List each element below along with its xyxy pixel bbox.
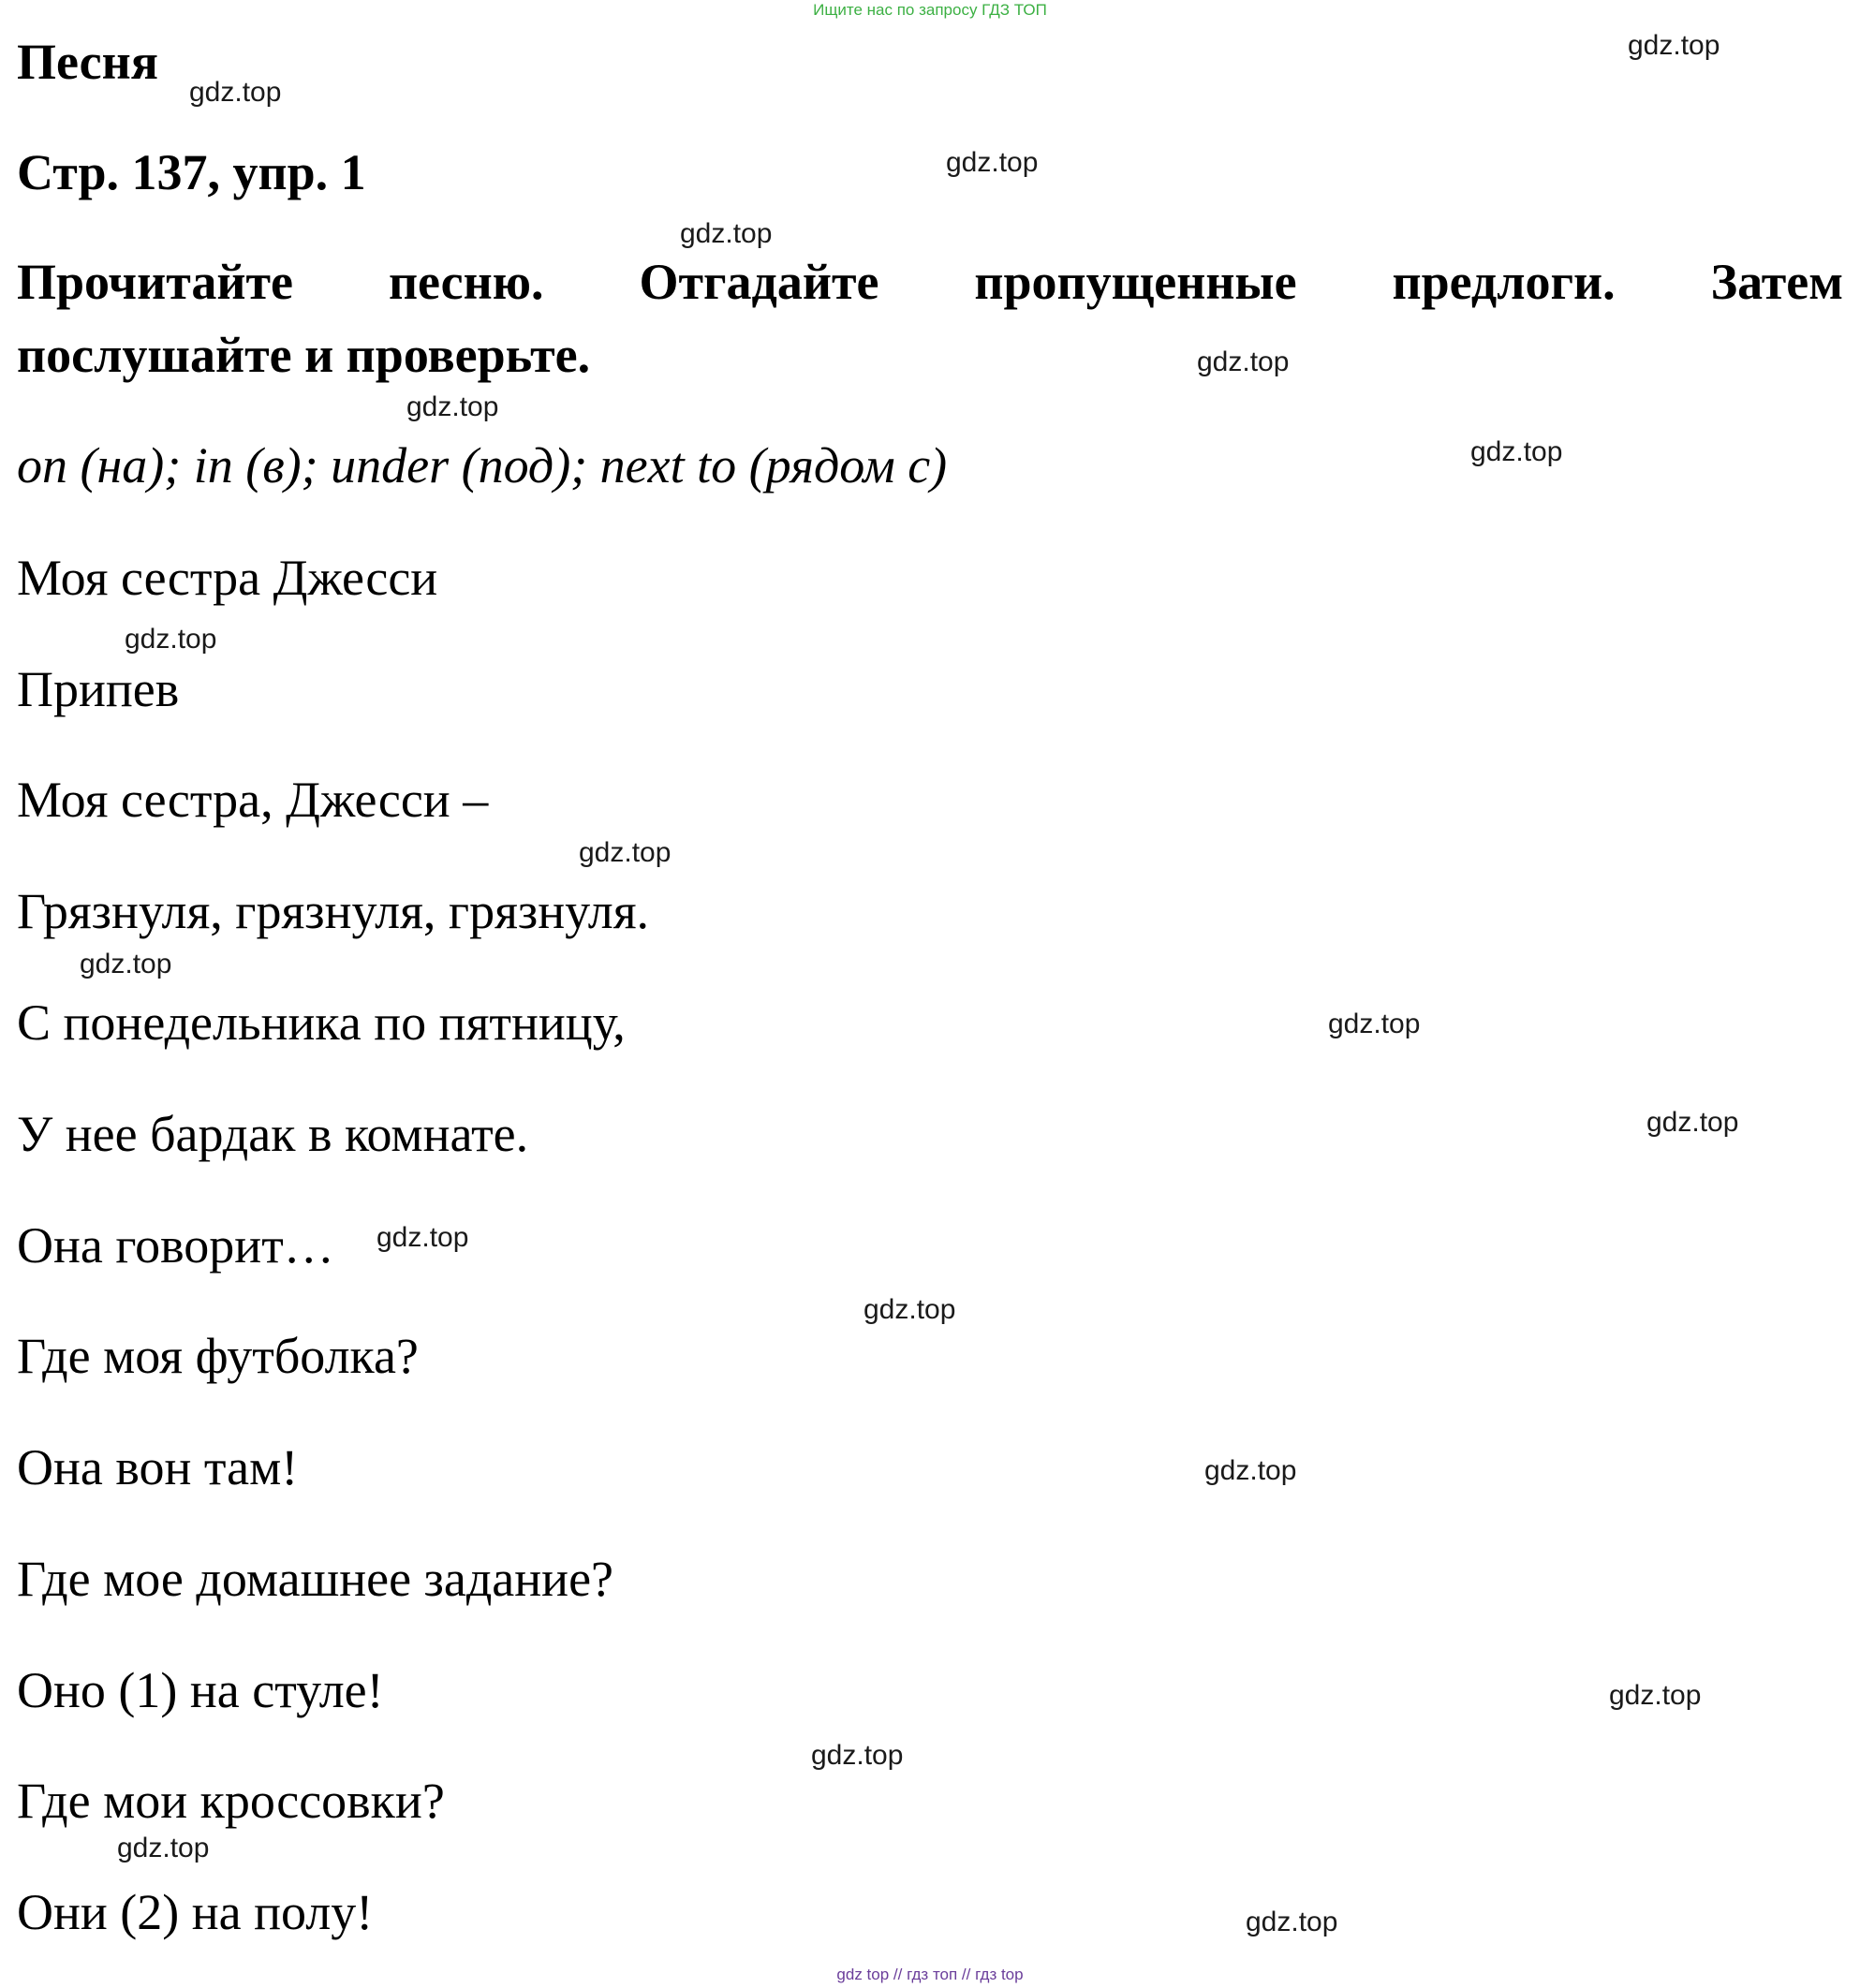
watermark: gdz.top bbox=[1328, 1009, 1421, 1039]
watermark: gdz.top bbox=[811, 1740, 904, 1771]
watermark: gdz.top bbox=[680, 218, 773, 249]
watermark: gdz.top bbox=[80, 949, 172, 979]
song-line: Грязнуля, грязнуля, грязнуля. bbox=[17, 883, 650, 939]
instruction-line-2: послушайте и проверьте. bbox=[17, 327, 591, 383]
song-line: У нее бардак в комнате. bbox=[17, 1106, 529, 1162]
watermark: gdz.top bbox=[946, 147, 1039, 178]
song-line: С понедельника по пятницу, bbox=[17, 994, 626, 1051]
song-line: Она вон там! bbox=[17, 1439, 299, 1495]
watermark: gdz.top bbox=[406, 391, 499, 422]
watermark: gdz.top bbox=[125, 624, 217, 655]
instruction-word: пропущенные bbox=[974, 254, 1297, 310]
watermark: gdz.top bbox=[1204, 1455, 1297, 1486]
song-line: Моя сестра Джесси bbox=[17, 550, 438, 606]
watermark: gdz.top bbox=[376, 1222, 469, 1253]
watermark: gdz.top bbox=[189, 77, 282, 108]
song-line: Они (2) на полу! bbox=[17, 1884, 374, 1940]
song-line: Где мое домашнее задание? bbox=[17, 1551, 614, 1607]
top-banner: Ищите нас по запросу ГДЗ ТОП bbox=[813, 1, 1047, 19]
instruction-word: песню. bbox=[388, 254, 544, 310]
watermark: gdz.top bbox=[117, 1833, 210, 1863]
song-line: Где моя футболка? bbox=[17, 1328, 419, 1384]
watermark: gdz.top bbox=[579, 837, 672, 868]
watermark: gdz.top bbox=[864, 1294, 956, 1325]
instruction-word: Отгадайте bbox=[639, 254, 879, 310]
watermark: gdz.top bbox=[1628, 30, 1720, 61]
footer-watermark: gdz top // гдз топ // гдз top bbox=[836, 1966, 1024, 1983]
instruction-word: предлоги. bbox=[1392, 254, 1616, 310]
exercise-title: Стр. 137, упр. 1 bbox=[17, 144, 366, 200]
song-line: Моя сестра, Джесси – bbox=[17, 772, 489, 828]
watermark: gdz.top bbox=[1609, 1680, 1702, 1711]
prepositions-list: on (на); in (в); under (под); next to (рядом с) bbox=[17, 437, 948, 493]
song-line: Она говорит… bbox=[17, 1217, 334, 1274]
instruction-word: Затем bbox=[1710, 254, 1843, 310]
watermark: gdz.top bbox=[1197, 346, 1290, 377]
song-line: Оно (1) на стуле! bbox=[17, 1662, 384, 1718]
instruction bbox=[17, 245, 1843, 391]
instruction-word: Прочитайте bbox=[17, 254, 293, 310]
watermark: gdz.top bbox=[1646, 1107, 1739, 1138]
instruction-line-1 bbox=[17, 245, 1843, 318]
song-line: Где мои кроссовки? bbox=[17, 1773, 445, 1829]
watermark: gdz.top bbox=[1246, 1907, 1338, 1937]
song-line: Припев bbox=[17, 661, 180, 717]
watermark: gdz.top bbox=[1470, 436, 1563, 467]
section-title: Песня bbox=[17, 34, 158, 90]
